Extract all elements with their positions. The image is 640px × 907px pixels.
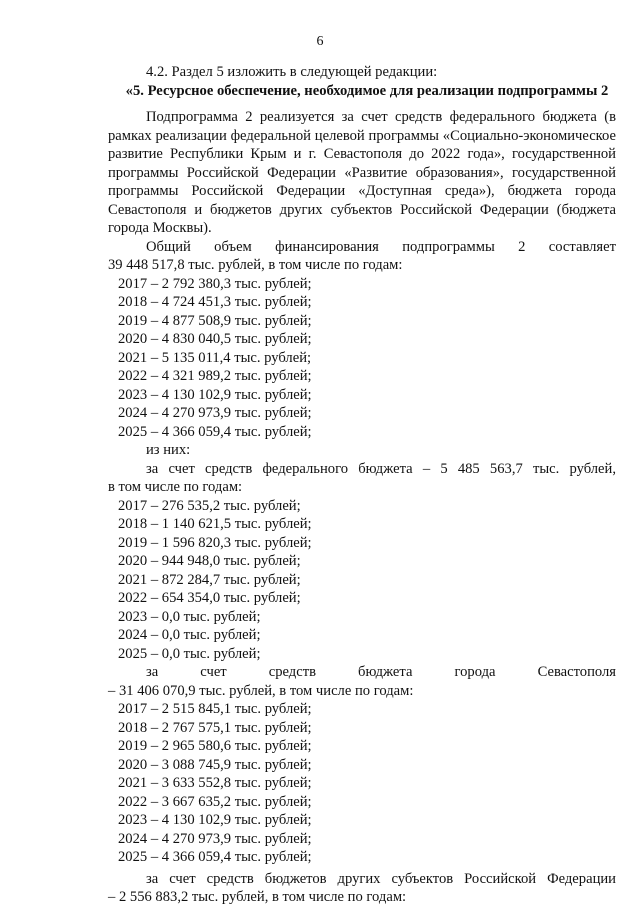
sevastopol-line1: за счет средств бюджета города Севастополя <box>146 664 616 680</box>
year-entry: 2022 – 4 321 989,2 тыс. рублей; <box>118 368 312 384</box>
year-entry: 2025 – 4 366 059,4 тыс. рублей; <box>118 849 312 865</box>
year-entry: 2021 – 3 633 552,8 тыс. рублей; <box>118 775 312 791</box>
federal-line1: за счет средств федерального бюджета – 5 485 563,7 тыс. рублей, <box>146 460 616 477</box>
year-entry: 2025 – 4 366 059,4 тыс. рублей; <box>118 423 312 440</box>
year-entry: 2020 – 3 088 745,9 тыс. рублей; <box>118 756 312 773</box>
year-entry: 2017 – 2 515 845,1 тыс. рублей; <box>118 701 312 717</box>
year-entry: 2020 – 4 830 040,5 тыс. рублей; <box>118 331 312 347</box>
year-entry: 2017 – 2 792 380,3 тыс. рублей; <box>118 275 312 292</box>
year-entry: 2018 – 1 140 621,5 тыс. рублей; <box>118 516 312 532</box>
year-entry: 2024 – 4 270 973,9 тыс. рублей; <box>118 830 312 847</box>
year-entry: 2023 – 4 130 102,9 тыс. рублей; <box>118 386 312 403</box>
year-entry: 2022 – 654 354,0 тыс. рублей; <box>118 590 301 606</box>
other-regions-line1: за счет средств бюджетов других субъектов Российской Федерации <box>146 870 616 887</box>
year-entry: 2023 – 0,0 тыс. рублей; <box>118 608 261 625</box>
federal-years-list <box>108 497 616 664</box>
year-entry: 2024 – 4 270 973,9 тыс. рублей; <box>118 405 312 421</box>
page-number: 6 <box>316 34 324 49</box>
total-years-list <box>108 275 616 442</box>
document-body <box>108 63 616 907</box>
year-entry: 2019 – 1 596 820,3 тыс. рублей; <box>118 534 312 551</box>
year-entry: 2020 – 944 948,0 тыс. рублей; <box>118 553 301 569</box>
year-entry: 2024 – 0,0 тыс. рублей; <box>118 627 261 643</box>
year-entry: 2023 – 4 130 102,9 тыс. рублей; <box>118 812 312 828</box>
sevastopol-years-list <box>108 700 616 867</box>
year-entry: 2021 – 872 284,7 тыс. рублей; <box>118 571 301 588</box>
sevastopol-line2: – 31 406 070,9 тыс. рублей, в том числе по годам: <box>108 682 414 699</box>
year-entry: 2022 – 3 667 635,2 тыс. рублей; <box>118 793 312 810</box>
year-entry: 2025 – 0,0 тыс. рублей; <box>118 645 261 662</box>
total-line1: Общий объем финансирования подпрограммы 2 составляет <box>146 238 616 255</box>
year-entry: 2018 – 4 724 451,3 тыс. рублей; <box>118 294 312 310</box>
section-heading: «5. Ресурсное обеспечение, необходимое для реализации подпрограммы 2 <box>125 82 609 99</box>
of-them-label: из них: <box>146 442 191 458</box>
year-entry: 2021 – 5 135 011,4 тыс. рублей; <box>118 349 312 366</box>
other-regions-line2: – 2 556 883,2 тыс. рублей, в том числе по годам: <box>108 889 407 905</box>
intro-line: 4.2. Раздел 5 изложить в следующей редакции: <box>146 64 438 80</box>
total-line2: 39 448 517,8 тыс. рублей, в том числе по годам: <box>108 257 403 273</box>
year-entry: 2019 – 4 877 508,9 тыс. рублей; <box>118 312 312 329</box>
federal-line2: в том числе по годам: <box>108 479 243 495</box>
intro-paragraph: Подпрограмма 2 реализуется за счет средств федерального бюджета (в рамках реализации федеральной целевой программы «Социально-экономическое развитие Республики Крым и г. Севастополя до 2022 года», государственной программы Российской Федерации «Развитие образования», государственной программы Российской Федерации «Доступная среда»), бюджета города Севастополя и бюджетов других субъектов Российской Федерации (бюджета города Москвы). <box>108 109 616 236</box>
year-entry: 2017 – 276 535,2 тыс. рублей; <box>118 497 301 514</box>
year-entry: 2019 – 2 965 580,6 тыс. рублей; <box>118 738 312 754</box>
year-entry: 2018 – 2 767 575,1 тыс. рублей; <box>118 719 312 736</box>
